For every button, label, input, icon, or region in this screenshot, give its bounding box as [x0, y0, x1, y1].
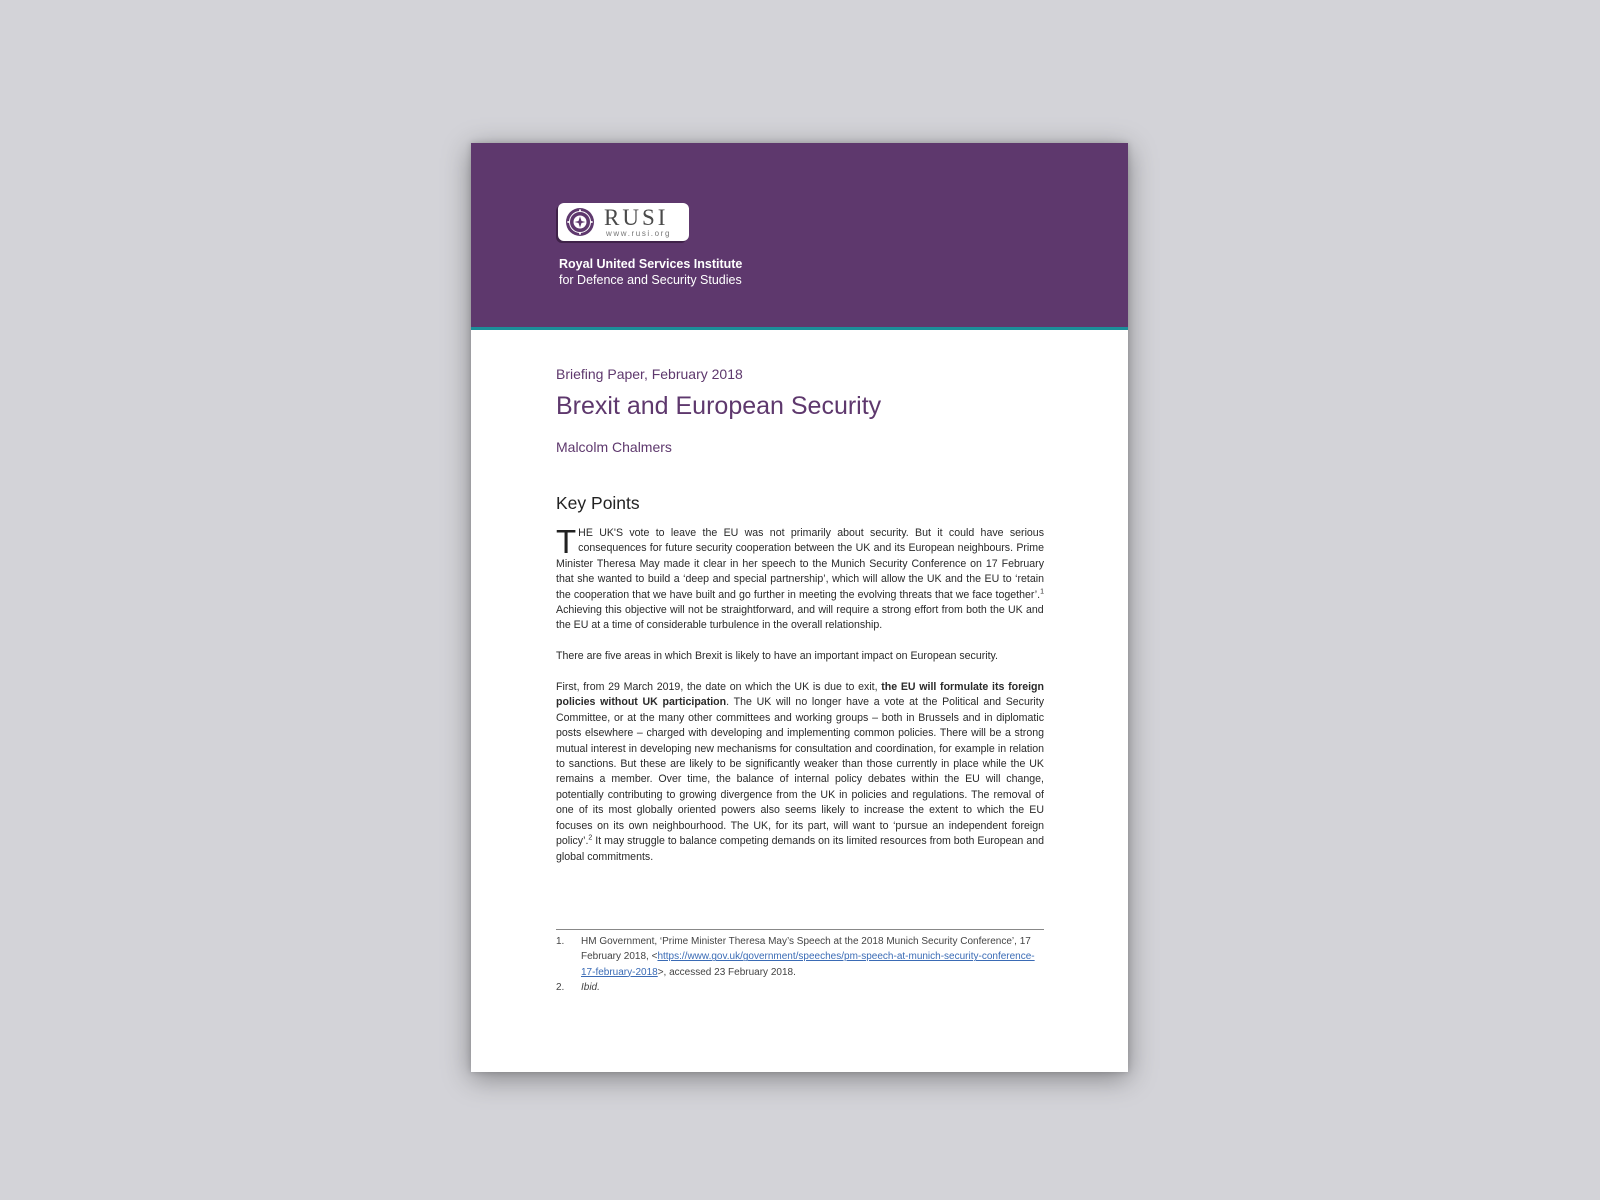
footnote-text — [581, 934, 1044, 980]
paragraph-1-text-a: HE UK'S vote to leave the EU was not primarily about security. But it could have serious consequences for future security cooperation between the UK and its European neighbours. Prime Minister Theresa May made it clear in her speech to the Munich Security Conference on 17 February that she wanted to build a ‘deep and special partnership’, which will allow the UK and the EU to ‘retain the cooperation that we have built and go further in meeting the evolving threats that we face together’. — [556, 527, 1044, 601]
header-band — [471, 143, 1128, 330]
document-page — [471, 143, 1128, 1072]
section-heading-key-points: Key Points — [556, 493, 640, 513]
crest-icon — [565, 207, 595, 237]
document-kicker: Briefing Paper, February 2018 — [556, 366, 743, 382]
footnote-ref-2[interactable]: 2 — [588, 834, 593, 842]
rusi-logo — [558, 203, 689, 241]
footnote-number: 2. — [556, 982, 565, 994]
document-content — [556, 365, 1044, 880]
paragraph-3 — [556, 680, 1044, 865]
document-title: Brexit and European Security — [556, 392, 882, 420]
footnote-2-text: Ibid. — [581, 982, 600, 994]
footnote-ref-1[interactable]: 1 — [1040, 588, 1044, 596]
document-author: Malcolm Chalmers — [556, 439, 672, 455]
paragraph-2: There are five areas in which Brexit is likely to have an important impact on European security. — [556, 650, 999, 663]
logo-url: www.rusi.org — [606, 229, 671, 238]
org-name: Royal United Services Institute — [559, 257, 743, 271]
footnotes — [556, 929, 1044, 996]
paragraph-3-bold: the EU will formulate its foreign policies without UK participation — [556, 681, 1044, 709]
footnote-2 — [556, 980, 1044, 995]
footnote-number: 1. — [556, 936, 565, 947]
paragraph-3-text-b: . The UK will no longer have a vote at the Political and Security Committee, or at the many other committees and working groups – both in Brussels and in diplomatic posts elsewhere – charged with developing and implementing common policies. There will be a strong mutual interest in developing new mechanisms for consultation and coordination, for example in relation to sanctions. But these are likely to be significantly weaker than those currently in place while the UK remains a member. Over time, the balance of internal policy debates within the EU will change, potentially contributing to growing divergence from the UK in policies and regulations. The removal of one of its most globally oriented powers also seems likely to increase the extent to which the EU focuses on its own neighbourhood. The UK, for its part, will want to ‘pursue an independent foreign policy’. — [556, 696, 1044, 848]
paragraph-1-text-b: Achieving this objective will not be straightforward, and will require a strong effort from both the UK and the EU at a time of considerable turbulence in the overall relationship. — [556, 604, 1044, 632]
org-subtitle: for Defence and Security Studies — [559, 273, 742, 287]
footnote-1-text-a: HM Government, ‘Prime Minister Theresa May’s Speech at the 2018 Munich Security Conference’, 17 February 2018, < — [581, 936, 1031, 963]
body-text — [556, 523, 1044, 865]
paragraph-3-text-c: It may struggle to balance competing demands on its limited resources from both European and global commitments. — [556, 835, 1044, 863]
footnote-1-text-b: >, accessed 23 February 2018. — [657, 966, 796, 978]
logo-wordmark: RUSI — [604, 205, 669, 230]
paragraph-3-text-a: First, from 29 March 2019, the date on which the UK is due to exit, — [556, 681, 882, 694]
drop-cap: T — [556, 523, 577, 560]
paragraph-1 — [556, 523, 1044, 634]
footnote-1-link[interactable]: https://www.gov.uk/government/speeches/pm-speech-at-munich-security-conference-17-february-2018 — [581, 951, 1035, 978]
footnote-1 — [556, 934, 1044, 980]
